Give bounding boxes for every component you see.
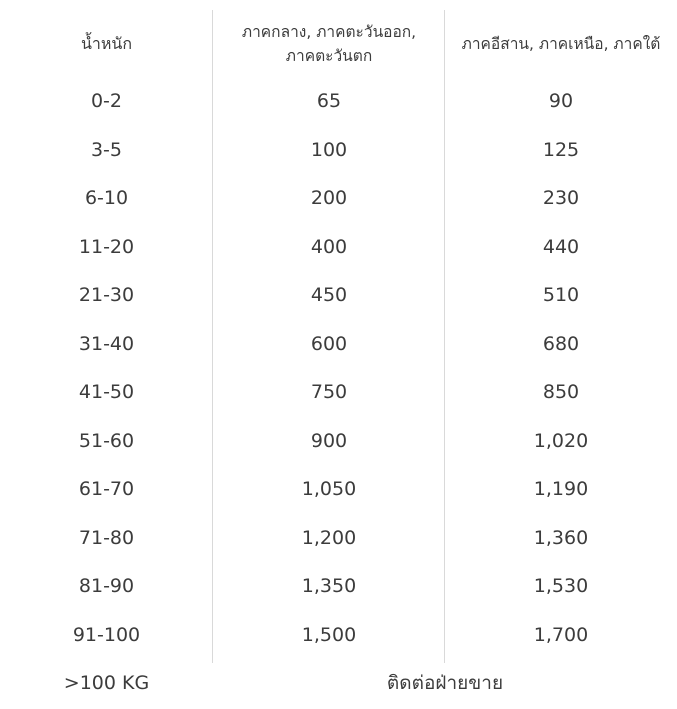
weight-cell: 71-80 (78, 526, 135, 549)
other-rate-cell: 1,020 (533, 429, 589, 452)
header-central-east-line2: ภาคตะวันตก (285, 47, 373, 65)
table-row (0, 224, 677, 273)
table-row (0, 321, 677, 370)
table-header (0, 10, 677, 78)
header-central-east-west (213, 20, 445, 68)
other-rate-cell: 850 (542, 381, 580, 404)
other-rate-cell: 125 (542, 138, 580, 161)
central-rate-cell: 65 (316, 90, 342, 113)
central-rate-cell: 450 (310, 284, 348, 307)
other-rate-cell: 680 (542, 332, 580, 355)
column-divider-right (444, 10, 445, 663)
table-row (0, 563, 677, 612)
weight-cell: 21-30 (78, 284, 135, 307)
contact-sales-note: ติดต่อฝ่ายขาย (386, 672, 504, 695)
table-footer-row (0, 660, 677, 709)
central-rate-cell: 400 (310, 235, 348, 258)
table-row (0, 515, 677, 564)
weight-cell: 3-5 (90, 138, 123, 161)
other-rate-cell: 1,700 (533, 623, 589, 646)
header-central-east-line1: ภาคกลาง, ภาคตะวันออก, (241, 23, 417, 41)
table-row (0, 466, 677, 515)
weight-cell: 31-40 (78, 332, 135, 355)
central-rate-cell: 1,500 (301, 623, 357, 646)
central-rate-cell: 1,050 (301, 478, 357, 501)
table-row (0, 78, 677, 127)
table-row (0, 369, 677, 418)
other-rate-cell: 90 (548, 90, 574, 113)
central-rate-cell: 900 (310, 429, 348, 452)
weight-cell: 81-90 (78, 575, 135, 598)
header-northeast-north-south: ภาคอีสาน, ภาคเหนือ, ภาคใต้ (461, 35, 661, 53)
central-rate-cell: 200 (310, 187, 348, 210)
central-rate-cell: 750 (310, 381, 348, 404)
weight-cell: 11-20 (78, 235, 135, 258)
central-rate-cell: 1,350 (301, 575, 357, 598)
table-row (0, 612, 677, 661)
other-rate-cell: 1,530 (533, 575, 589, 598)
other-rate-cell: 510 (542, 284, 580, 307)
weight-cell: 6-10 (84, 187, 129, 210)
table-body (0, 78, 677, 660)
header-weight: น้ำหนัก (80, 34, 133, 53)
weight-cell: 91-100 (72, 623, 141, 646)
central-rate-cell: 100 (310, 138, 348, 161)
weight-cell: 0-2 (90, 90, 123, 113)
other-rate-cell: 1,190 (533, 478, 589, 501)
other-rate-cell: 230 (542, 187, 580, 210)
other-rate-cell: 440 (542, 235, 580, 258)
table-row (0, 272, 677, 321)
footer-weight-cell: >100 KG (63, 672, 150, 695)
table-row (0, 175, 677, 224)
weight-cell: 51-60 (78, 429, 135, 452)
central-rate-cell: 1,200 (301, 526, 357, 549)
other-rate-cell: 1,360 (533, 526, 589, 549)
table-row (0, 418, 677, 467)
weight-cell: 41-50 (78, 381, 135, 404)
weight-cell: 61-70 (78, 478, 135, 501)
column-divider-left (212, 10, 213, 663)
table-row (0, 127, 677, 176)
shipping-rate-table (0, 10, 677, 709)
central-rate-cell: 600 (310, 332, 348, 355)
